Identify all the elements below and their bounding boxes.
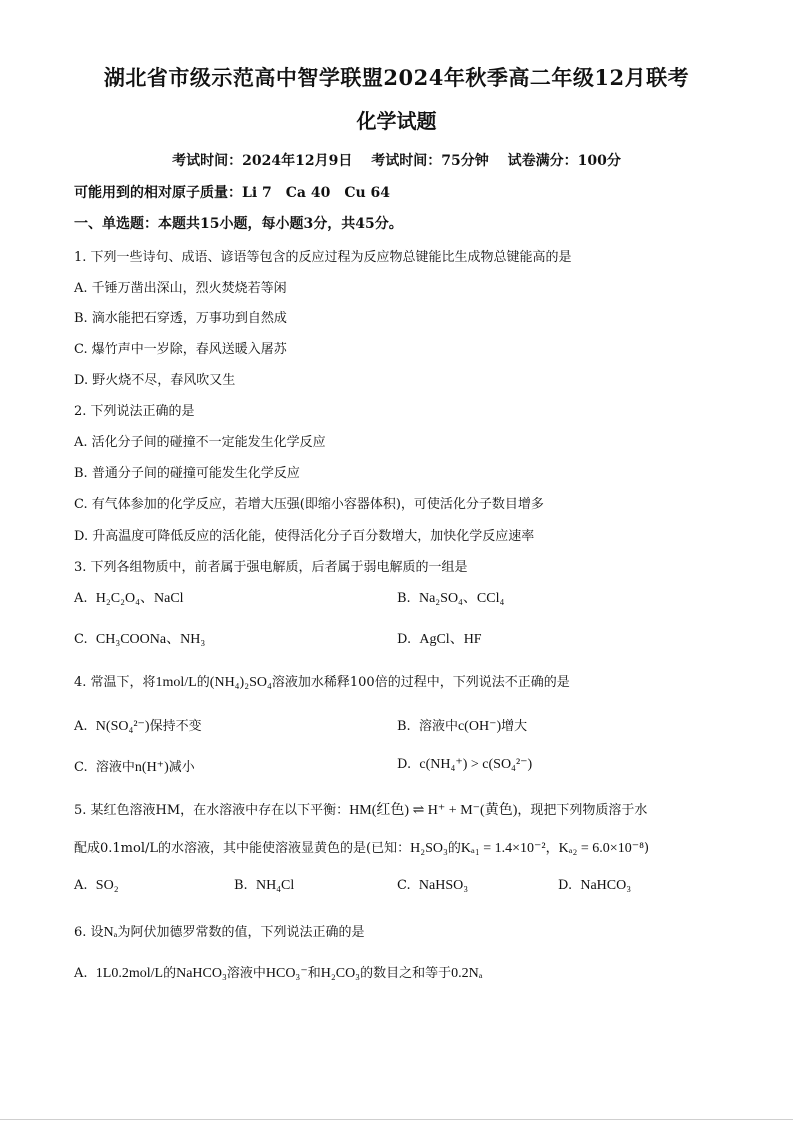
option-label: C. bbox=[74, 760, 88, 775]
stem-text: 为阿伏加德罗常数的值，下列说法正确的是 bbox=[117, 925, 365, 940]
option-text: 溶液中 bbox=[226, 966, 266, 981]
stem-text: 配成0.1mol/L的水溶液，其中能使溶液显黄色的是(已知： bbox=[74, 841, 411, 856]
q3-option-d bbox=[397, 628, 482, 648]
option-label: D. bbox=[397, 757, 412, 772]
formula: SO₂ bbox=[95, 878, 119, 893]
stem-text: ， bbox=[545, 841, 559, 856]
q6-option-a bbox=[74, 962, 483, 982]
q2-option-a: A. 活化分子间的碰撞不一定能发生化学反应 bbox=[74, 435, 326, 450]
atomic-masses: 可能用到的相对原子质量：Li 7 Ca 40 Cu 64 bbox=[74, 185, 391, 201]
formula: N(SO₄²⁻) bbox=[95, 719, 150, 734]
option-label: A. bbox=[74, 591, 88, 606]
stem-text: 4. 常温下，将 bbox=[74, 675, 156, 690]
q3-option-a bbox=[74, 587, 184, 607]
q4-option-c bbox=[74, 756, 195, 776]
q2-option-c: C. 有气体参加的化学反应，若增大压强(即缩小容器体积)，可使活化分子数目增多 bbox=[74, 497, 544, 512]
q5-stem-line2 bbox=[74, 837, 649, 857]
option-text: 的 bbox=[163, 966, 177, 981]
q2-option-d: D. 升高温度可降低反应的活化能，使得活化分子百分数增大，加快化学反应速率 bbox=[74, 529, 535, 544]
formula: NaHCO₃ bbox=[580, 878, 632, 893]
q4-stem bbox=[74, 671, 570, 691]
q5-option-d bbox=[558, 878, 631, 894]
formula: H₂CO₃ bbox=[320, 966, 361, 981]
q3-option-b bbox=[397, 587, 504, 607]
page-bottom-rule bbox=[0, 1119, 793, 1120]
formula: H₂C₂O₄、NaCl bbox=[95, 591, 184, 606]
option-label: A. bbox=[74, 966, 88, 981]
full-score: 试卷满分：100分 bbox=[507, 153, 621, 169]
exam-subtitle: 化学试题 bbox=[356, 109, 437, 133]
option-label: D. bbox=[558, 878, 573, 893]
stem-text: ，现把下列物质溶于水 bbox=[517, 803, 648, 818]
formula: NH₄Cl bbox=[255, 878, 295, 893]
option-label: C. bbox=[74, 632, 88, 647]
q1-option-d: D. 野火烧不尽，春风吹又生 bbox=[74, 373, 236, 388]
exam-duration: 考试时间：75分钟 bbox=[371, 153, 489, 169]
formula: H₂SO₃ bbox=[410, 841, 448, 856]
q2-stem: 2. 下列说法正确的是 bbox=[74, 404, 195, 419]
q4-option-b bbox=[397, 715, 527, 735]
q4-option-d bbox=[397, 756, 532, 773]
formula: c(OH⁻) bbox=[457, 719, 502, 734]
formula: Na₂SO₄、CCl₄ bbox=[418, 591, 505, 606]
q5-option-b bbox=[234, 878, 294, 894]
option-label: B. bbox=[397, 719, 411, 734]
formula: HCO₃⁻ bbox=[265, 966, 308, 981]
option-label: B. bbox=[397, 591, 411, 606]
option-text: 的数目之和等于 bbox=[360, 966, 452, 981]
formula: Nₐ bbox=[103, 925, 118, 940]
equilibrium-equation: HM(红色) ⇌ H⁺ + M⁻(黄色) bbox=[349, 803, 518, 818]
exam-info bbox=[0, 150, 793, 170]
stem-text: 5. 某红色溶液HM，在水溶液中存在以下平衡： bbox=[74, 803, 350, 818]
stem-text: ) bbox=[643, 841, 650, 856]
stem-text: 6. 设 bbox=[74, 925, 104, 940]
option-label: A. bbox=[74, 719, 88, 734]
section-heading: 一、单选题：本题共15小题，每小题3分，共45分。 bbox=[74, 216, 403, 232]
formula: 1L0.2mol/L bbox=[95, 966, 164, 981]
formula: 0.2Nₐ bbox=[451, 966, 483, 981]
stem-text: 的 bbox=[196, 675, 210, 690]
stem-text: 溶液加水稀释100倍的过程中，下列说法不正确的是 bbox=[271, 675, 570, 690]
formula: n(H⁺) bbox=[134, 760, 169, 775]
exam-title: 湖北省市级示范高中智学联盟2024年秋季高二年级12月联考 bbox=[103, 65, 690, 90]
q5-option-a bbox=[74, 878, 119, 894]
q4-option-a bbox=[74, 715, 202, 735]
option-text: 增大 bbox=[501, 719, 528, 734]
option-text: 溶液中 bbox=[418, 719, 458, 734]
formula: NaHSO₃ bbox=[418, 878, 469, 893]
option-text: 和 bbox=[307, 966, 321, 981]
option-label: B. bbox=[234, 878, 248, 893]
q2-option-b: B. 普通分子间的碰撞可能发生化学反应 bbox=[74, 466, 300, 481]
option-text: 保持不变 bbox=[149, 719, 202, 734]
q1-option-b: B. 滴水能把石穿透，万事功到自然成 bbox=[74, 311, 287, 326]
option-text: 溶液中 bbox=[95, 760, 135, 775]
ka1-value: Kₐ₁ = 1.4×10⁻² bbox=[460, 841, 546, 856]
exam-date: 考试时间：2024年12月9日 bbox=[172, 153, 353, 169]
q1-option-c: C. 爆竹声中一岁除，春风送暖入屠苏 bbox=[74, 342, 287, 357]
q1-stem: 1. 下列一些诗句、成语、谚语等包含的反应过程为反应物总键能比生成物总键能高的是 bbox=[74, 250, 572, 265]
ka2-value: Kₐ₂ = 6.0×10⁻⁸ bbox=[558, 841, 644, 856]
q1-option-a: A. 千锤万凿出深山，烈火焚烧若等闲 bbox=[74, 281, 287, 296]
formula: c(NH₄⁺) > c(SO₄²⁻) bbox=[419, 757, 533, 772]
option-label: C. bbox=[397, 878, 411, 893]
q3-stem: 3. 下列各组物质中，前者属于强电解质，后者属于弱电解质的一组是 bbox=[74, 560, 468, 575]
formula: NaHCO₃ bbox=[176, 966, 227, 981]
formula: 1mol/L bbox=[155, 675, 197, 690]
stem-text: 的 bbox=[447, 841, 461, 856]
q5-option-c bbox=[397, 878, 468, 894]
q5-stem bbox=[74, 799, 647, 819]
q6-stem bbox=[74, 921, 365, 941]
option-label: A. bbox=[74, 878, 88, 893]
formula: CH₃COONa、NH₃ bbox=[95, 632, 206, 647]
q3-option-c bbox=[74, 628, 205, 648]
option-text: 减小 bbox=[168, 760, 195, 775]
formula: (NH₄)₂SO₄ bbox=[209, 675, 272, 690]
formula: AgCl、HF bbox=[419, 632, 482, 647]
option-label: D. bbox=[397, 632, 412, 647]
